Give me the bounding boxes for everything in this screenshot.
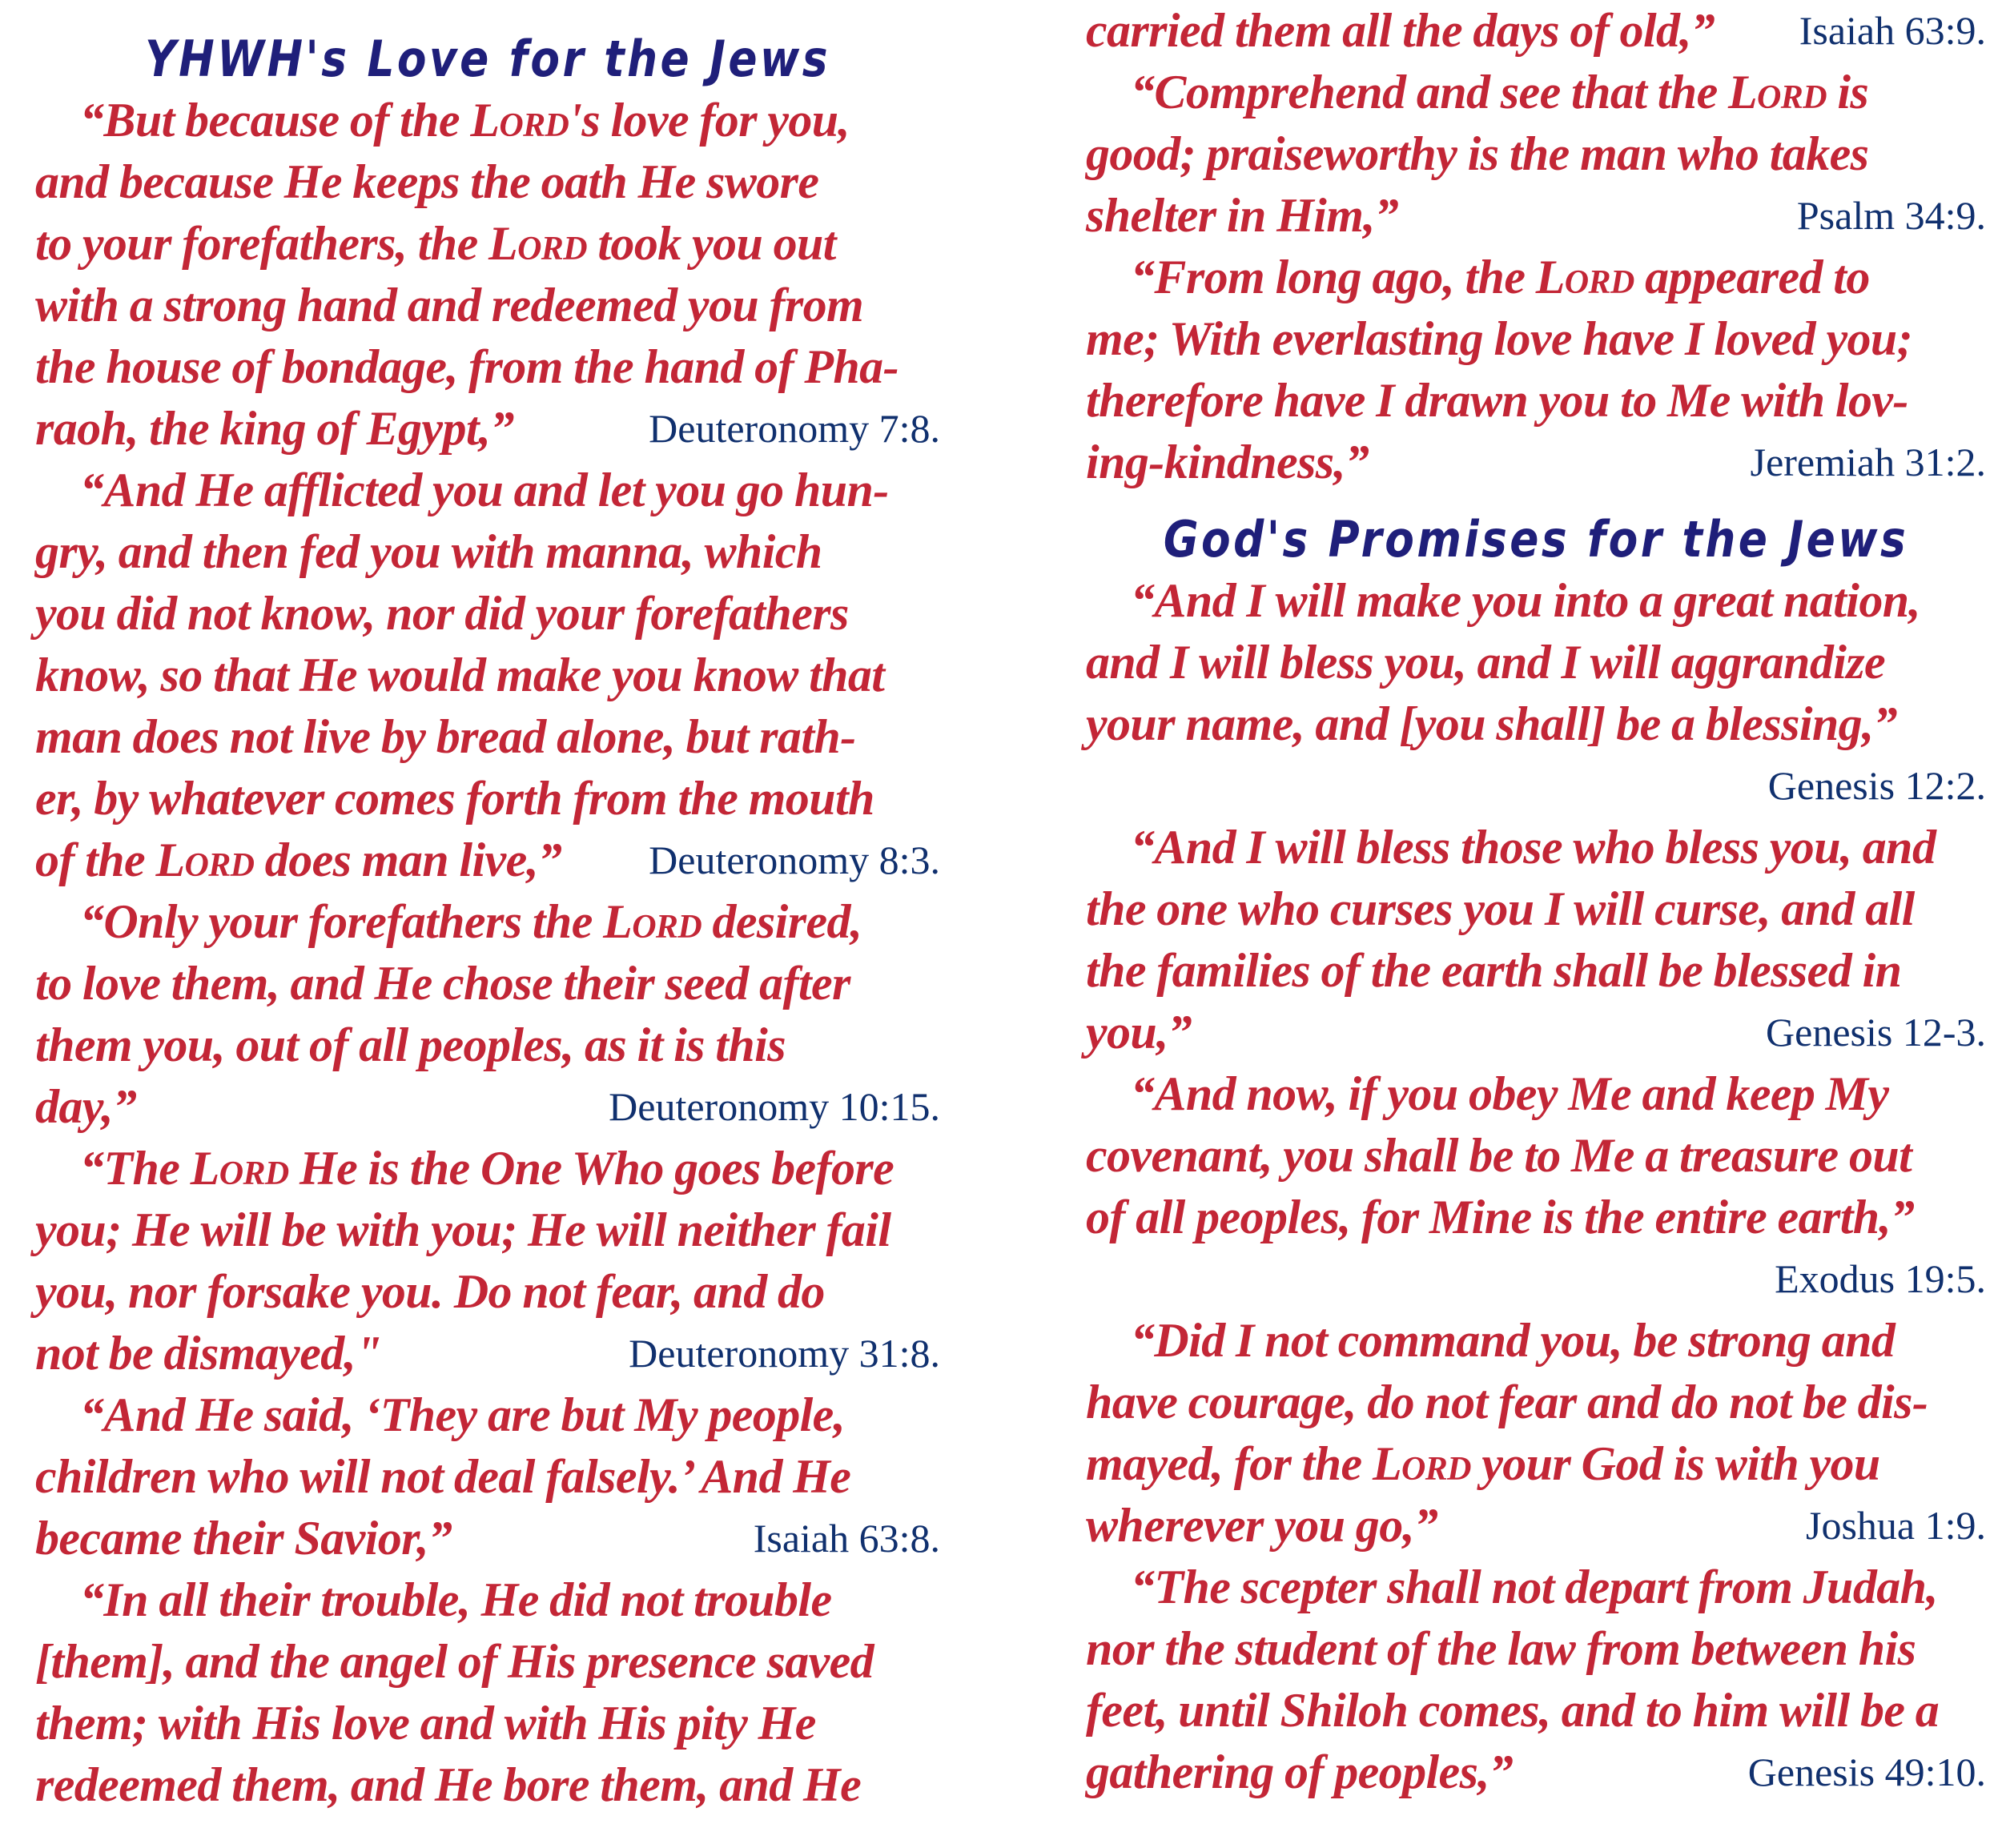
- verse-line: [1086, 1248, 1986, 1310]
- verse-line: good; praiseworthy is the man who takes: [1086, 127, 1869, 180]
- verse-line: Genesis 12-3. you,”: [1086, 1002, 1986, 1063]
- verse-line: and because He keeps the oath He swore: [35, 155, 819, 208]
- verse-block: [1086, 1063, 1986, 1310]
- verse-line: Deuteronomy 7:8. raoh, the king of Egypt,”: [35, 398, 940, 460]
- verse-line: them you, out of all peoples, as it is this: [35, 1018, 786, 1071]
- verse-line: covenant, you shall be to Me a treasure out: [1086, 1129, 1912, 1182]
- scripture-reference: Genesis 12:2.: [1767, 763, 1986, 808]
- verse-block: [1086, 62, 1986, 247]
- scripture-reference: Deuteronomy 31:8.: [629, 1331, 940, 1376]
- verse-line: “The scepter shall not depart from Judah,: [1131, 1561, 1938, 1613]
- verse-line: with a strong hand and redeemed you from: [35, 279, 864, 331]
- section-heading-love: YHWH's Love for the Jews: [145, 30, 830, 88]
- verse-block: [1086, 570, 1986, 817]
- verse-line: “But because of the Lord's love for you,: [80, 94, 850, 147]
- scripture-reference: Isaiah 63:8.: [753, 1516, 940, 1561]
- verse-line: “The Lord He is the One Who goes before: [80, 1142, 894, 1195]
- scripture-reference: Joshua 1:9.: [1806, 1503, 1986, 1548]
- verse-line: redeemed them, and He bore them, and He: [35, 1758, 862, 1811]
- verse-line: Genesis 49:10. gathering of peoples,”: [1086, 1742, 1986, 1803]
- verse-line: “And now, if you obey Me and keep My: [1131, 1067, 1889, 1120]
- verse-block: [1086, 0, 1986, 62]
- verse-line: “In all their trouble, He did not trouble: [80, 1573, 832, 1626]
- verse-line: “And He afflicted you and let you go hun-: [80, 464, 889, 516]
- verse-line: you; He will be with you; He will neither fail: [35, 1203, 891, 1256]
- verse-block: [35, 460, 940, 891]
- verse-block: [35, 891, 940, 1138]
- scripture-reference: Deuteronomy 7:8.: [649, 406, 940, 451]
- verse-line: nor the student of the law from between his: [1086, 1622, 1916, 1675]
- verse-line: “And I will bless those who bless you, and: [1131, 821, 1936, 874]
- verse-list-continued: [1086, 0, 1986, 493]
- verse-line: feet, until Shiloh comes, and to him will be a: [1086, 1684, 1940, 1737]
- verse-line: you did not know, nor did your forefathers: [35, 587, 849, 640]
- verse-line: Isaiah 63:8. became their Savior,”: [35, 1508, 940, 1569]
- verse-line: me; With everlasting love have I loved you;: [1086, 312, 1913, 365]
- verse-list-promises: [1086, 570, 1986, 1803]
- verse-block: [35, 1384, 940, 1569]
- verse-line: the families of the earth shall be blessed in: [1086, 944, 1902, 997]
- verse-line: Deuteronomy 8:3. of the Lord does man live,”: [35, 830, 940, 891]
- verse-line: “Only your forefathers the Lord desired,: [80, 895, 862, 948]
- verse-line: Deuteronomy 10:15. day,”: [35, 1076, 940, 1138]
- verse-line: “Did I not command you, be strong and: [1131, 1314, 1895, 1367]
- verse-line: er, by whatever comes forth from the mouth: [35, 772, 874, 825]
- verse-line: to your forefathers, the Lord took you out: [35, 217, 836, 270]
- verse-block: [1086, 1557, 1986, 1803]
- left-column: [35, 0, 940, 1816]
- verse-line: “And I will make you into a great nation,: [1131, 574, 1920, 627]
- scripture-reference: Jeremiah 31:2.: [1750, 440, 1986, 484]
- verse-line: mayed, for the Lord your God is with you: [1086, 1437, 1880, 1490]
- verse-block: [1086, 817, 1986, 1063]
- verse-line: to love them, and He chose their seed after: [35, 957, 850, 1010]
- verse-block: [35, 90, 940, 460]
- verse-line: the house of bondage, from the hand of Pha-: [35, 340, 898, 393]
- verse-line: Deuteronomy 31:8. not be dismayed,": [35, 1323, 940, 1384]
- verse-line: Jeremiah 31:2. ing-kindness,”: [1086, 432, 1986, 493]
- scripture-reference: Psalm 34:9.: [1796, 193, 1986, 238]
- verse-line: man does not live by bread alone, but rath-: [35, 710, 856, 763]
- verse-line: of all peoples, for Mine is the entire earth,”: [1086, 1191, 1915, 1243]
- verse-line: and I will bless you, and I will aggrandize: [1086, 636, 1886, 689]
- section-heading-promises: God's Promises for the Jews: [1163, 510, 1909, 568]
- verse-line: gry, and then fed you with manna, which: [35, 525, 822, 578]
- scripture-reference: Exodus 19:5.: [1775, 1256, 1986, 1301]
- verse-line: [1086, 755, 1986, 817]
- scripture-reference: Deuteronomy 10:15.: [609, 1084, 940, 1129]
- scripture-reference: Isaiah 63:9.: [1799, 8, 1986, 53]
- verse-line: have courage, do not fear and do not be dis-: [1086, 1376, 1928, 1428]
- scripture-reference: Genesis 12-3.: [1766, 1010, 1986, 1055]
- verse-line: therefore have I drawn you to Me with lov-: [1086, 374, 1908, 427]
- verse-line: children who will not deal falsely.’ And He: [35, 1450, 851, 1503]
- verse-block: [35, 1138, 940, 1384]
- verse-line: Isaiah 63:9. carried them all the days of old,”: [1086, 0, 1986, 62]
- scripture-reference: Genesis 49:10.: [1747, 1750, 1986, 1794]
- right-column: [1086, 0, 1986, 1803]
- verse-line: Joshua 1:9. wherever you go,”: [1086, 1495, 1986, 1557]
- verse-line: the one who curses you I will curse, and all: [1086, 882, 1915, 935]
- verse-block: [1086, 247, 1986, 493]
- verse-line: your name, and [you shall] be a blessing,”: [1086, 697, 1897, 750]
- scripture-reference: Deuteronomy 8:3.: [649, 838, 940, 882]
- verse-list-love: [35, 90, 940, 1816]
- verse-line: them; with His love and with His pity He: [35, 1697, 816, 1750]
- verse-line: “Comprehend and see that the Lord is: [1131, 66, 1869, 119]
- verse-line: you, nor forsake you. Do not fear, and do: [35, 1265, 825, 1318]
- verse-line: Psalm 34:9. shelter in Him,”: [1086, 185, 1986, 247]
- verse-line: “And He said, ‘They are but My people,: [80, 1388, 846, 1441]
- verse-line: “From long ago, the Lord appeared to: [1131, 251, 1870, 303]
- verse-line: know, so that He would make you know that: [35, 649, 885, 701]
- verse-block: [35, 1569, 940, 1816]
- verse-block: [1086, 1310, 1986, 1557]
- verse-line: [them], and the angel of His presence saved: [35, 1635, 874, 1688]
